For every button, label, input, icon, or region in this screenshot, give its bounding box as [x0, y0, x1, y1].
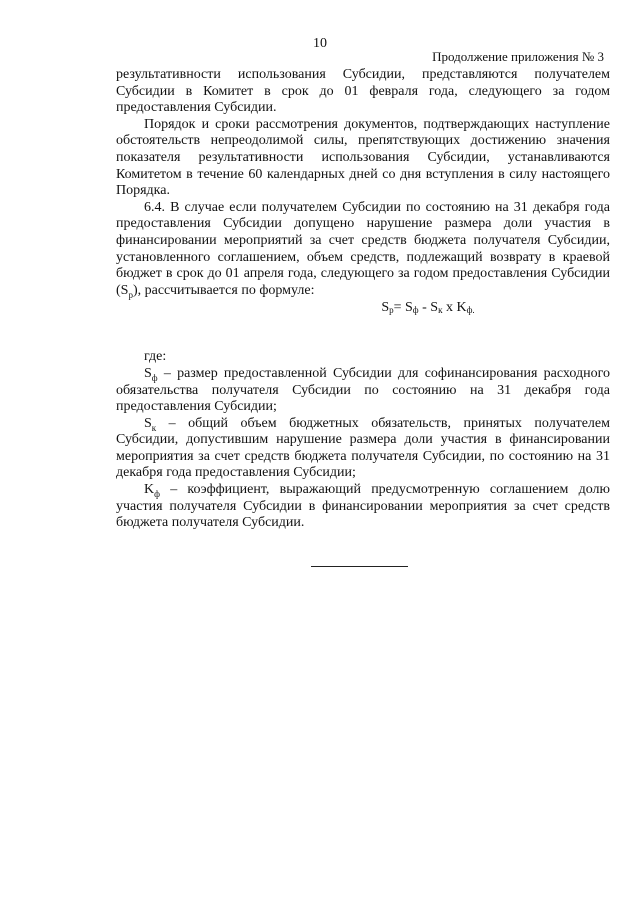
definition-s-k-symbol: S: [144, 415, 152, 431]
formula-f-sub: ф: [412, 305, 419, 316]
definition-k-f: [116, 482, 610, 532]
formula-times: x K: [442, 300, 467, 316]
paragraph-6-4-text: 6.4. В случае если получателем Субсидии по состоянию на 31 декабря года предоставления Субсидии допущено нарушение размера доли участия в финансировании мероприятий за счет средств бюджета получателя Субсидии, установленного соглашением, объем средств, подлежащий возврату в краевой бюджет в срок до 01 апреля года, следующего за годом предоставления Субсидии (S: [116, 199, 610, 298]
definition-s-f-sub: ф: [151, 372, 158, 383]
definition-s-f-text: – размер предоставленной Субсидии для софинансирования расходного обязательства получателя Субсидии по состоянию на 31 декабря года предоставления Субсидии;: [116, 365, 610, 415]
formula-k-sub: к: [438, 305, 443, 316]
appendix-continuation-label: Продолжение приложения № 3: [432, 49, 604, 64]
definition-s-k-text: – общий объем бюджетных обязательств, принятых получателем Субсидии, допустившим нарушение размера доли участия в финансировании мероприятия за счет средств бюджета получателя Субсидии, по состоянию на 31 декабря года предоставления Субсидии;: [116, 415, 610, 481]
paragraph-6-4: [116, 200, 610, 300]
where-label: где:: [144, 349, 167, 365]
paragraph-results-deadline: результативности использования Субсидии, представляются получателем Субсидии в Комитет в срок до 01 февраля года, следующего за годом предоставления Субсидии.: [116, 67, 610, 116]
definition-s-k: [116, 416, 610, 482]
paragraph-6-4-subscript: р: [128, 289, 133, 300]
definition-s-f: [116, 366, 610, 416]
definition-k-f-sub: ф: [154, 488, 160, 499]
paragraph-force-majeure: Порядок и сроки рассмотрения документов, подтверждающих наступление обстоятельств непреодолимой силы, препятствующих достижению значения показателя результативности использования Субсидии, устанавливаются Комитетом в течение 60 календарных дней со дня вступления в силу настоящего Порядка.: [116, 116, 610, 199]
page-number: 10: [313, 36, 327, 51]
formula-s-sub: р: [389, 305, 394, 316]
definition-k-f-text: – коэффициент, выражающий предусмотренную соглашением долю участия получателя Субсидии в финансировании мероприятия за счет средств бюджета получателя Субсидии.: [116, 482, 610, 531]
formula-minus: - S: [418, 300, 439, 316]
paragraph-6-4-tail: ), рассчитывается по формуле:: [132, 282, 315, 298]
definition-k-f-symbol: K: [144, 482, 155, 498]
formula-kf-sub: ф.: [466, 305, 475, 316]
document-body: [116, 67, 610, 532]
formula: [116, 299, 610, 316]
formula-eq: = S: [393, 300, 413, 316]
formula-s: S: [381, 300, 390, 316]
end-of-document-rule: [311, 566, 408, 567]
definition-s-f-symbol: S: [144, 365, 152, 381]
definition-s-k-sub: к: [151, 422, 157, 433]
